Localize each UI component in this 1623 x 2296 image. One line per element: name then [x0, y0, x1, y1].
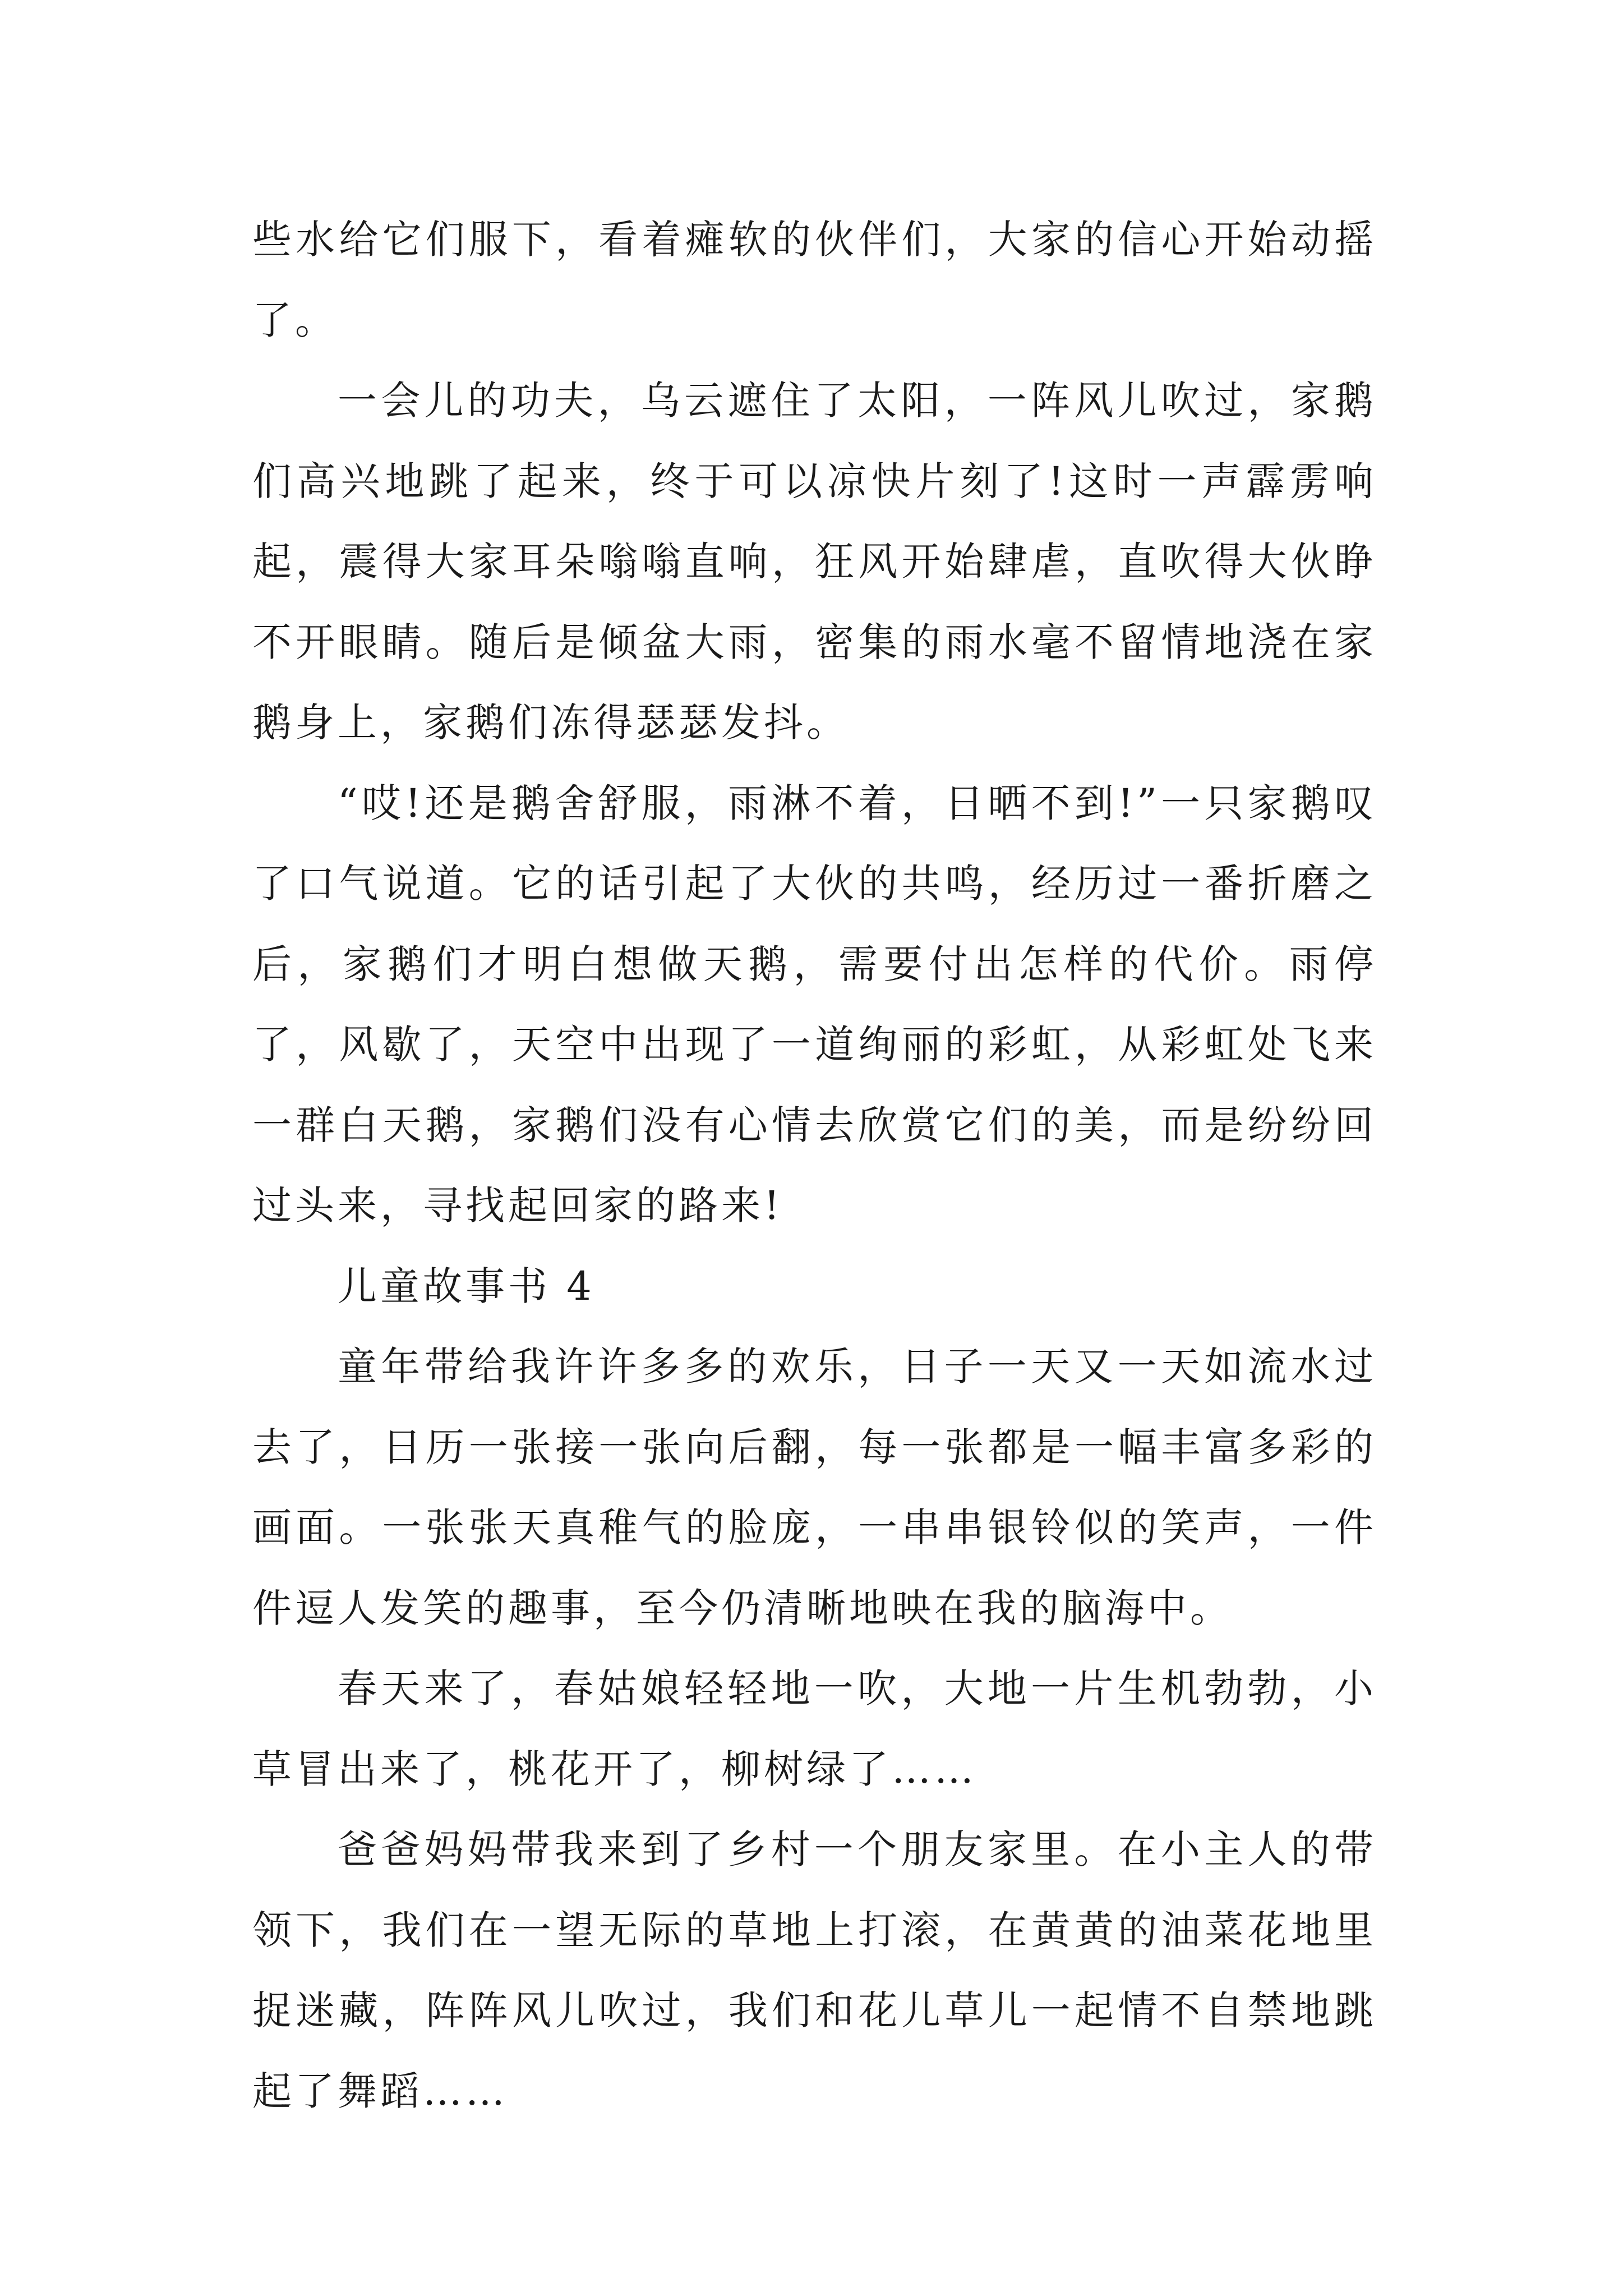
paragraph-return-home: “哎!还是鹅舍舒服，雨淋不着，日晒不到!”一只家鹅叹了口气说道。它的话引起了大伙的共鸣，经历过一番折磨之后，家鹅们才明白想做天鹅，需要付出怎样的代价。雨停了，风歇了，天空中出现了一道绚丽的彩虹，从彩虹处飞来一群白天鹅，家鹅们没有心情去欣赏它们的美，而是纷纷回过头来，寻找起回家的路来!	[252, 780, 1377, 1228]
paragraph-storm: 一会儿的功夫，乌云遮住了太阳，一阵风儿吹过，家鹅们高兴地跳了起来，终于可以凉快片刻了!这时一声霹雳响起，震得大家耳朵嗡嗡直响，狂风开始肆虐，直吹得大伙睁不开眼睛。随后是倾盆大雨，密集的雨水毫不留情地浇在家鹅身上，家鹅们冻得瑟瑟发抖。	[252, 378, 1377, 746]
paragraph-continuation: 些水给它们服下，看着瘫软的伙伴们，大家的信心开始动摇了。	[252, 217, 1377, 343]
paragraph-spring: 春天来了，春姑娘轻轻地一吹，大地一片生机勃勃，小草冒出来了，桃花开了，柳树绿了……	[252, 1665, 1377, 1792]
paragraph-childhood: 童年带给我许许多多的欢乐，日子一天又一天如流水过去了，日历一张接一张向后翻，每一张都是一幅丰富多彩的画面。一张张天真稚气的脸庞，一串串银铃似的笑声，一件件逗人发笑的趣事，至今仍清晰地映在我的脑海中。	[252, 1343, 1377, 1631]
section-heading: 儿童故事书 4	[338, 1263, 595, 1309]
document-body	[252, 200, 1377, 2132]
paragraph-countryside: 爸爸妈妈带我来到了乡村一个朋友家里。在小主人的带领下，我们在一望无际的草地上打滚，在黄黄的油菜花地里捉迷藏，阵阵风儿吹过，我们和花儿草儿一起情不自禁地跳起了舞蹈……	[252, 1826, 1377, 2114]
